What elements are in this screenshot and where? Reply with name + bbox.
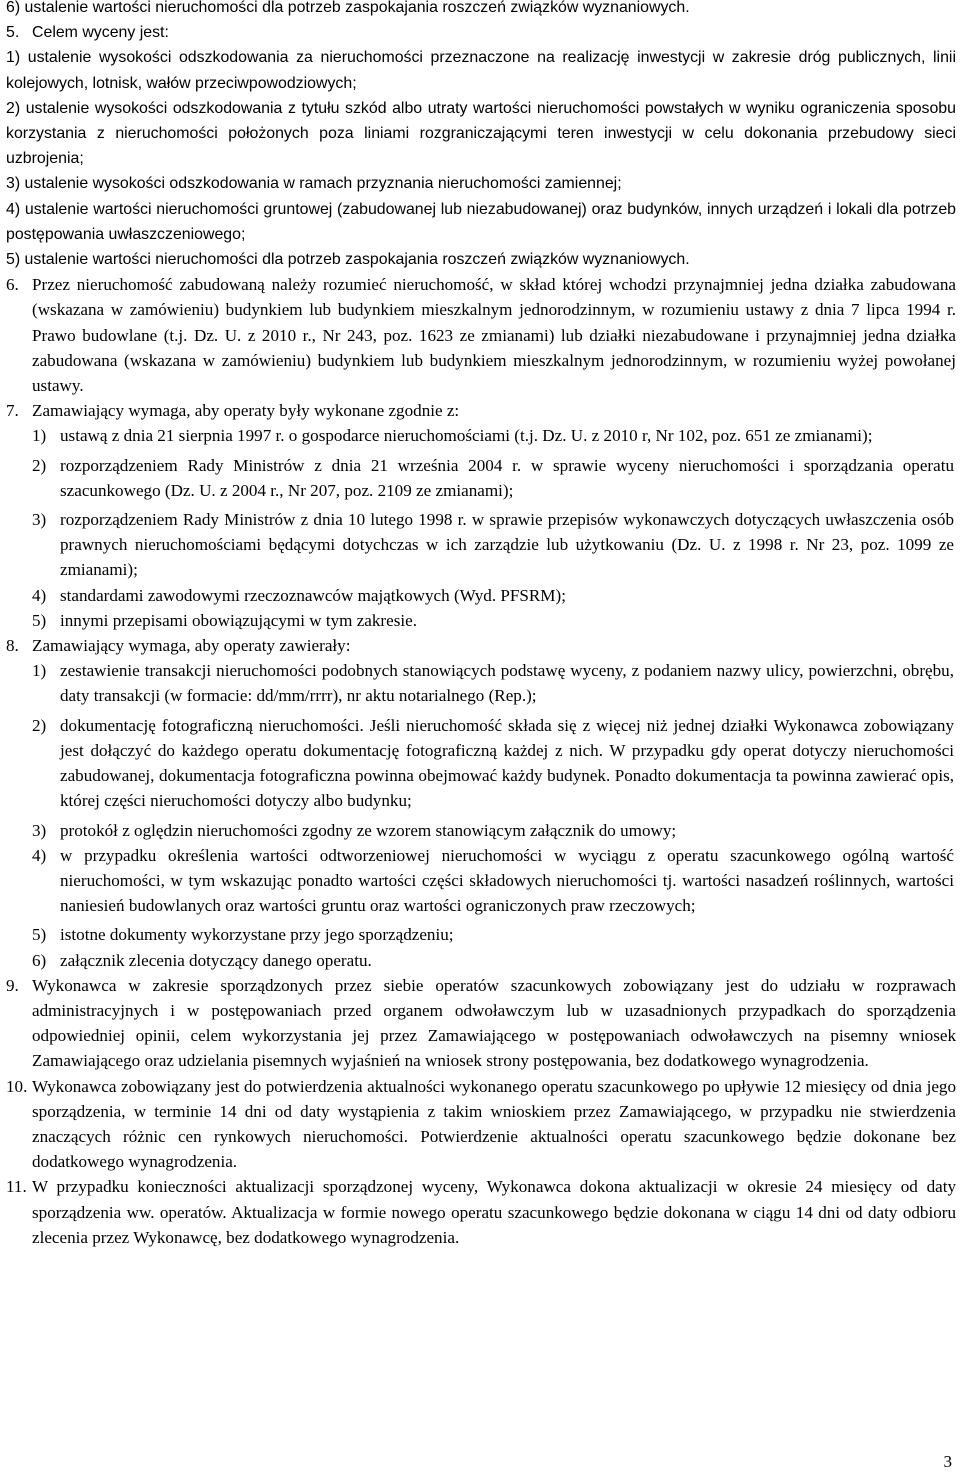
section-text: Wykonawca w zakresie sporządzonych przez siebie operatów szacunkowych zobowiązany jest do udziału w rozprawach administracyjnych i w postępowaniach przed organem odwoławczym lub w uzasadnionych przypadkach do sporządzenia odpowiedniej opinii, celem wykorzystania jej przez Zamawiającego w postępowaniach odwoławczych na pisemny wniosek Zamawiającego oraz udzielania pisemnych wyjaśnień na wniosek strony postępowania, bez dodatkowego wynagrodzenia. bbox=[32, 975, 956, 1071]
list-number: 4) bbox=[32, 585, 47, 605]
section-7 bbox=[6, 398, 956, 423]
section-number: 5. bbox=[6, 24, 20, 42]
list-text: w przypadku określenia wartości odtworzeniowej nieruchomości w wyciągu z operatu szacunkowego ogólną wartość nieruchomości, w tym wskazując ponadto wartości części składowych nieruchomości tj. wartości nasadzeń roślinnych, wartości naniesień budowlanych oraz wartości gruntu oraz wartości ograniczonych praw rzeczowych; bbox=[60, 845, 954, 916]
list-text: standardami zawodowymi rzeczoznawców majątkowych (Wyd. PFSRM); bbox=[60, 585, 566, 605]
list-item bbox=[6, 608, 956, 633]
list-text: ustawą z dnia 21 sierpnia 1997 r. o gospodarce nieruchomościami (t.j. Dz. U. z 2010 r, Nr 102, poz. 651 ze zmianami); bbox=[60, 426, 873, 446]
section-text: W przypadku konieczności aktualizacji sporządzonej wyceny, Wykonawca dokona aktualizacji w okresie 24 miesięcy od daty sporządzenia ww. operatów. Aktualizacja w formie nowego operatu szacunkowego będzie dokonana w ciągu 14 dni od daty odbioru zlecenia przez Wykonawcę, bez dodatkowego wynagrodzenia. bbox=[32, 1177, 956, 1247]
list-item bbox=[6, 583, 956, 608]
list-item bbox=[6, 948, 956, 973]
list-number: 1) bbox=[32, 426, 47, 446]
list-number: 3) bbox=[32, 820, 47, 840]
section-number: 7. bbox=[6, 401, 19, 421]
section-text: Zamawiający wymaga, aby operaty były wykonane zgodnie z: bbox=[32, 401, 460, 421]
section-number: 6. bbox=[6, 275, 19, 295]
list-item: 2) ustalenie wysokości odszkodowania z tytułu szkód albo utraty wartości nieruchomości powstałych w wyniku ograniczenia sposobu korzystania z nieruchomości położonych poza liniami rozgraniczającymi teren inwestycji w celu dokonania przebudowy sieci uzbrojenia; bbox=[6, 99, 956, 168]
document-body bbox=[6, 0, 956, 1250]
list-text: dokumentację fotograficzną nieruchomości. Jeśli nieruchomość składa się z więcej niż jednej działki Wykonawca zobowiązany jest dołączyć do każdego operatu dokumentację fotograficzną każdej z nich. W przypadku gdy operat dotyczy nieruchomości zabudowanej, dokumentacja fotograficzna powinna obejmować każdy budynek. Ponadto dokumentacja ta powinna zawierać opis, której części nieruchomości dotyczy albo budynku; bbox=[60, 715, 954, 811]
list-text: załącznik zlecenia dotyczący danego operatu. bbox=[60, 950, 372, 970]
list-item bbox=[6, 453, 956, 503]
list-number: 5) bbox=[32, 610, 47, 630]
section-text: Wykonawca zobowiązany jest do potwierdzenia aktualności wykonanego operatu szacunkowego po upływie 12 miesięcy od dnia jego sporządzenia, w terminie 14 dni od daty wystąpienia z takim wnioskiem przez Zamawiającego, w przypadku nie stwierdzenia znaczących różnic cen rynkowych nieruchomości. Potwierdzenie aktualności operatu szacunkowego będzie dokonane bez dodatkowego wynagrodzenia. bbox=[32, 1076, 956, 1172]
list-number: 1) bbox=[32, 661, 47, 681]
section-number: 11. bbox=[6, 1177, 27, 1197]
list-item bbox=[6, 423, 956, 448]
list-item: 1) ustalenie wysokości odszkodowania za nieruchomości przeznaczone na realizację inwestycji w zakresie dróg publicznych, linii kolejowych, lotnisk, wałów przeciwpowodziowych; bbox=[6, 49, 956, 92]
section-number: 10. bbox=[6, 1076, 28, 1096]
section-9 bbox=[6, 973, 956, 1074]
list-number: 4) bbox=[32, 845, 47, 865]
list-number: 5) bbox=[32, 925, 47, 945]
list-item: 3) ustalenie wysokości odszkodowania w ramach przyznania nieruchomości zamiennej; bbox=[6, 175, 622, 193]
list-item: 5) ustalenie wartości nieruchomości dla potrzeb zaspokajania roszczeń związków wyznaniowych. bbox=[6, 251, 690, 269]
section-6 bbox=[6, 272, 956, 398]
list-item: 4) ustalenie wartości nieruchomości gruntowej (zabudowanej lub niezabudowanej) oraz budynków, innych urządzeń i lokali dla potrzeb postępowania uwłaszczeniowego; bbox=[6, 200, 956, 243]
page-number: 3 bbox=[943, 1452, 952, 1471]
paragraph-line: 6) ustalenie wartości nieruchomości dla potrzeb zaspokajania roszczeń związków wyznaniowych. bbox=[6, 0, 690, 16]
list-number: 2) bbox=[32, 455, 47, 475]
section-5 bbox=[6, 20, 956, 45]
section-text: Zamawiający wymaga, aby operaty zawierały: bbox=[32, 636, 351, 656]
list-text: istotne dokumenty wykorzystane przy jego sporządzeniu; bbox=[60, 925, 454, 945]
list-number: 3) bbox=[32, 510, 47, 530]
section-text: Przez nieruchomość zabudowaną należy rozumieć nieruchomość, w skład której wchodzi przynajmniej jedna działka zabudowana (wskazana w zamówieniu) budynkiem lub budynkiem mieszkalnym jednorodzinnym, w rozumieniu ustawy z dnia 7 lipca 1994 r. Prawo budowlane (t.j. Dz. U. z 2010 r., Nr 243, poz. 1623 ze zmianami) lub działki niezabudowane i przynajmniej jedna działka zabudowana (wskazana w zamówieniu) budynkiem lub budynkiem mieszkalnym jednorodzinnym, w rozumieniu wyżej powołanej ustawy. bbox=[32, 275, 956, 396]
section-10 bbox=[6, 1074, 956, 1175]
section-number: 9. bbox=[6, 975, 19, 995]
list-item bbox=[6, 658, 956, 708]
list-number: 2) bbox=[32, 715, 47, 735]
list-item bbox=[6, 507, 956, 583]
list-text: innymi przepisami obowiązującymi w tym zakresie. bbox=[60, 610, 417, 630]
list-text: rozporządzeniem Rady Ministrów z dnia 21 września 2004 r. w sprawie wyceny nieruchomości i sporządzania operatu szacunkowego (Dz. U. z 2004 r., Nr 207, poz. 2109 ze zmianami); bbox=[60, 455, 954, 500]
list-item bbox=[6, 843, 956, 919]
list-item bbox=[6, 713, 956, 814]
list-number: 6) bbox=[32, 950, 47, 970]
list-item bbox=[6, 818, 956, 843]
section-number: 8. bbox=[6, 636, 19, 656]
section-heading: Celem wyceny jest: bbox=[32, 24, 169, 42]
section-8 bbox=[6, 633, 956, 658]
list-text: rozporządzeniem Rady Ministrów z dnia 10 lutego 1998 r. w sprawie przepisów wykonawczych dotyczących uwłaszczenia osób prawnych nieruchomościami będącymi dotychczas w ich zarządzie lub użytkowaniu (Dz. U. z 1998 r. Nr 23, poz. 1099 ze zmianami); bbox=[60, 510, 954, 580]
list-text: zestawienie transakcji nieruchomości podobnych stanowiących podstawę wyceny, z podaniem nazwy ulicy, powierzchni, obrębu, daty transakcji (w formacie: dd/mm/rrrr), nr aktu notarialnego (Rep.); bbox=[60, 661, 954, 706]
list-item bbox=[6, 922, 956, 947]
section-11 bbox=[6, 1174, 956, 1250]
list-text: protokół z oględzin nieruchomości zgodny ze wzorem stanowiącym załącznik do umowy; bbox=[60, 820, 677, 840]
